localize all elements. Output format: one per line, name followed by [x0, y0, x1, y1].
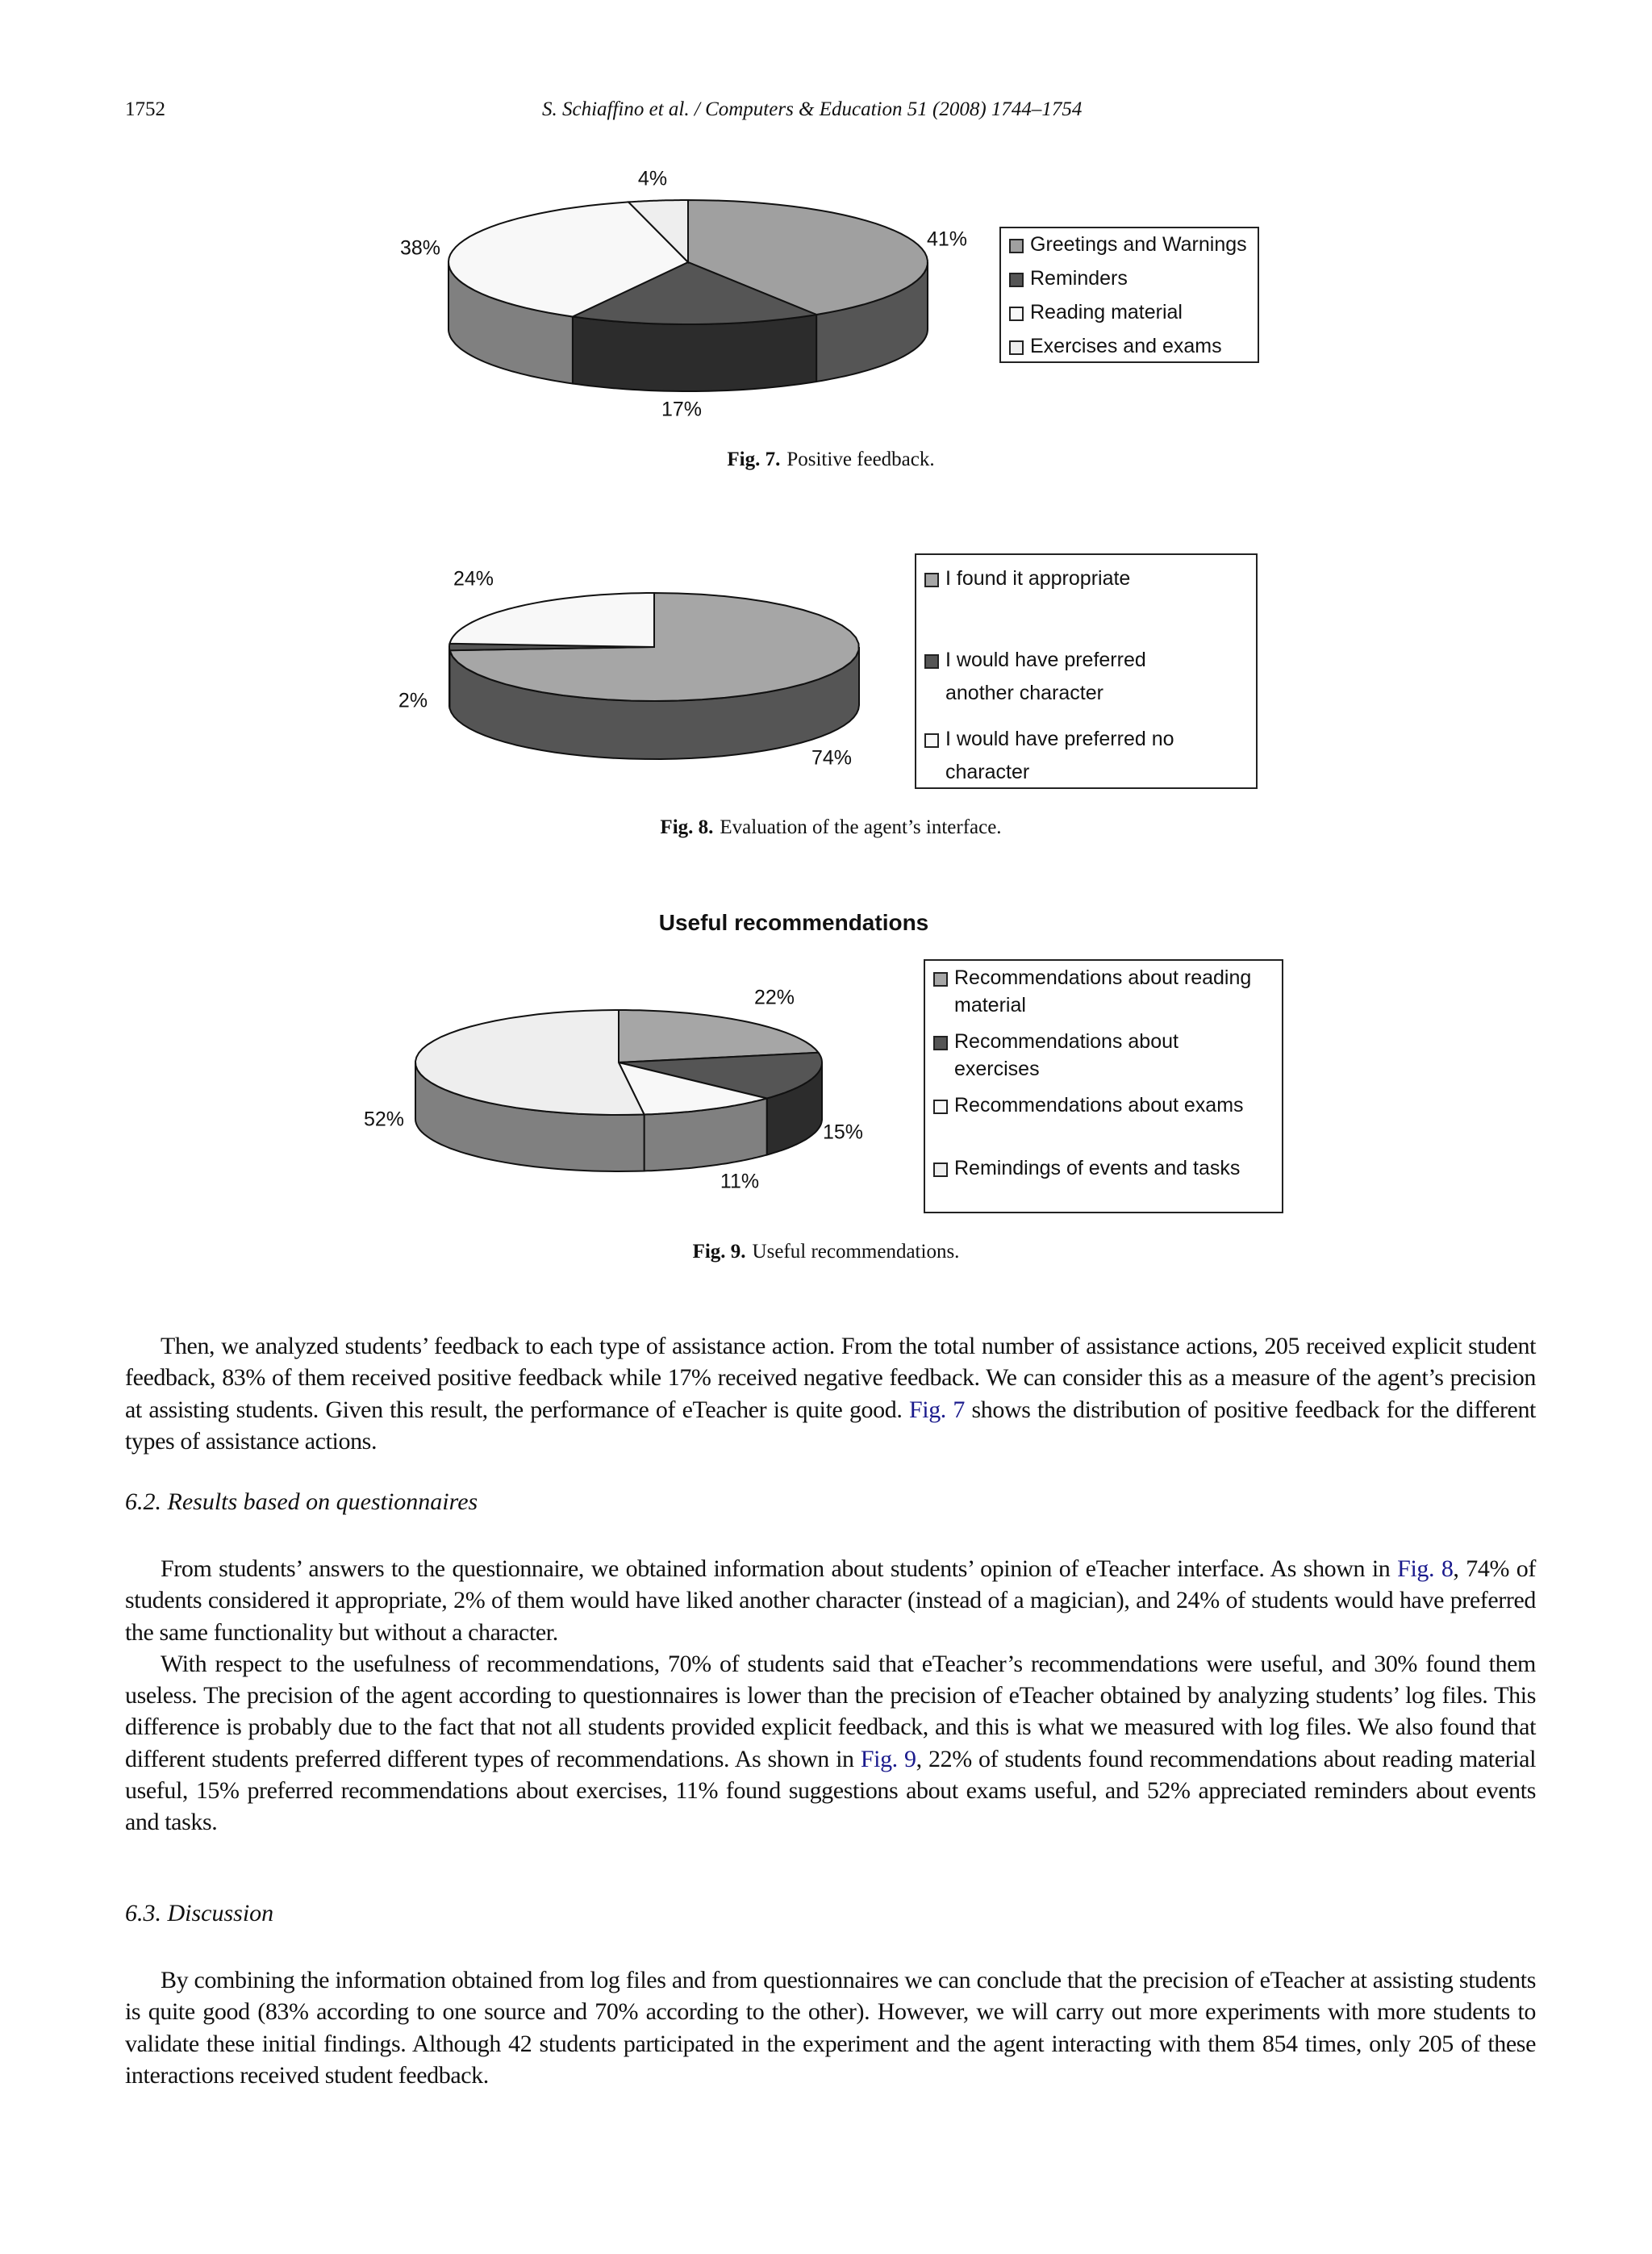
- data-label: 22%: [753, 986, 795, 1009]
- data-label: 41%: [926, 227, 968, 251]
- legend-item: Recommendations about exercises: [933, 1028, 1199, 1083]
- data-label: 15%: [822, 1121, 864, 1144]
- legend-fig9: [924, 959, 1283, 1213]
- figure-caption-8: Fig. 8. Evaluation of the agent’s interface.: [660, 816, 1002, 838]
- legend-swatch: [924, 733, 939, 748]
- pie-side-1: [449, 647, 450, 708]
- legend-swatch: [1009, 340, 1024, 355]
- pie-slice-2: [450, 593, 655, 647]
- figure-caption-9: Fig. 9. Useful recommendations.: [692, 1241, 960, 1263]
- legend-swatch: [924, 573, 939, 587]
- data-label: 52%: [363, 1108, 405, 1131]
- legend-swatch: [933, 1036, 948, 1050]
- legend-swatch: [933, 1100, 948, 1114]
- paragraph-1: Then, we analyzed students’ feedback to each type of assistance action. From the total number of assistance actions, 205 received explicit student feedback, 83% of them received positive feedback while 17% received negative feedback. We can consider this as a measure of the agent’s precision at assisting students. Given this result, the performance of eTeacher is quite good. Fig. 7 shows the distribution of positive feedback for the different types of assistance actions.: [125, 1333, 1536, 1455]
- legend-fig8: [915, 553, 1258, 789]
- page-number: 1752: [125, 98, 165, 120]
- fig8-link[interactable]: Fig. 8: [1397, 1555, 1454, 1582]
- legend-swatch: [933, 972, 948, 987]
- pie-chart-fig9: [415, 1010, 822, 1171]
- section-heading-6-3: 6.3. Discussion: [125, 1900, 274, 1926]
- running-title: S. Schiaffino et al. / Computers & Education 51 (2008) 1744–1754: [542, 98, 1083, 120]
- legend-swatch: [1009, 239, 1024, 253]
- figure-caption-7: Fig. 7. Positive feedback.: [727, 449, 935, 470]
- chart-title: Useful recommendations: [658, 910, 929, 935]
- legend-item: Reading material: [1009, 298, 1183, 326]
- legend-swatch: [924, 654, 939, 669]
- legend-swatch: [933, 1162, 948, 1177]
- paragraphs-6-2: From students’ answers to the questionnaire, we obtained information about students’ opinion of eTeacher interface. As shown in Fig. 8, 74% of students considered it appropriate, 2% of them would have liked another character (instead of a magician), and 24% of students would have preferred the same functionality but without a character. With respect to the usefulness of recommendations, 70% of students said that eTeacher’s recommendations were useful, and 30% found them useless. The precision of the agent according to questionnaires is lower than the precision of eTeacher obtained by analyzing students’ log files. This difference is probably due to the fact that not all students provided explicit feedback, and this is what we measured with log files. We also found that different students preferred different types of recommendations. As shown in Fig. 9, 22% of students found recommendations about reading material useful, 15% preferred recommendations about exercises, 11% found suggestions about exams useful, and 52% appreciated reminders about events and tasks.: [125, 1555, 1537, 1836]
- pie-chart-fig7: [448, 200, 928, 391]
- legend-item: Recommendations about exams: [933, 1092, 1244, 1119]
- data-label: 11%: [720, 1170, 760, 1193]
- legend-item: Recommendations about reading material: [933, 964, 1264, 1019]
- legend-item: Remindings of events and tasks: [933, 1154, 1240, 1182]
- data-label: 74%: [811, 746, 853, 770]
- data-label: 4%: [637, 167, 668, 190]
- legend-item: I found it appropriate: [924, 565, 1130, 592]
- fig7-link[interactable]: Fig. 7: [908, 1396, 965, 1423]
- data-label: 38%: [399, 236, 441, 260]
- legend-item: Reminders: [1009, 265, 1128, 292]
- pie-side-1: [573, 315, 816, 391]
- section-heading-6-2: 6.2. Results based on questionnaires: [125, 1488, 478, 1515]
- paragraph-discussion: By combining the information obtained from log files and from questionnaires we can conclude that the precision of eTeacher at assisting students is quite good (83% according to one source and 70% according to the other). However, we will carry out more experiments with more students to validate these initial findings. Although 42 students participated in the experiment and the agent interacting with them 854 times, only 205 of these interactions received student feedback.: [125, 1967, 1536, 2089]
- pie-chart-fig8: [449, 593, 859, 759]
- legend-fig7: [999, 227, 1259, 363]
- legend-item: I would have preferred no character: [924, 723, 1215, 789]
- legend-item: I would have preferred another character: [924, 644, 1166, 710]
- legend-item: Exercises and exams: [1009, 332, 1222, 360]
- legend-swatch: [1009, 307, 1024, 321]
- data-label: 17%: [661, 398, 703, 421]
- fig9-link[interactable]: Fig. 9: [860, 1745, 916, 1772]
- data-label: 24%: [453, 567, 494, 591]
- data-label: 2%: [398, 689, 428, 712]
- legend-swatch: [1009, 273, 1024, 287]
- legend-item: Greetings and Warnings: [1009, 231, 1247, 258]
